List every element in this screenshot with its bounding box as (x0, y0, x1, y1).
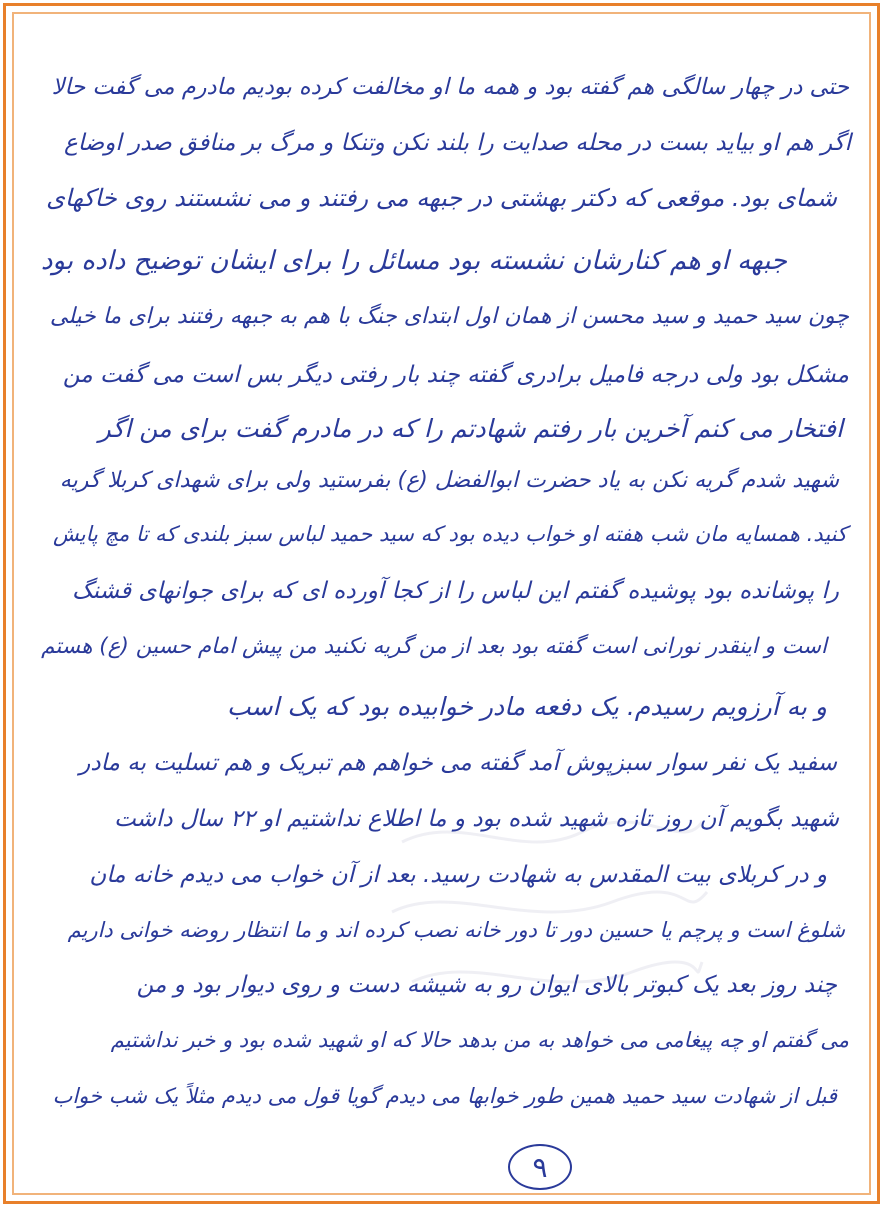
handwritten-page (22, 22, 867, 1192)
text-line-18: می گفتم او چه پیغامی می خواهد به من بدهد حالا که او شهید شده بود و خبر نداشتیم (110, 1028, 849, 1052)
text-line-7: افتخار می کنم آخرین بار رفتم شهادتم را که در مادرم گفت برای من اگر (98, 414, 843, 443)
text-line-14: شهید بگویم آن روز تازه شهید شده بود و ما اطلاع نداشتیم او ۲۲ سال داشت (114, 806, 839, 832)
text-line-6: مشکل بود ولی درجه فامیل برادری گفته چند بار رفتی دیگر بس است می گفت من (62, 362, 849, 388)
text-line-10: را پوشانده بود پوشیده گفتم این لباس را از کجا آورده ای که برای جوانهای قشنگ (72, 578, 839, 604)
text-line-2: اگر هم او بیاید بست در محله صدایت را بلند نکن وتنکا و مرگ بر منافق صدر اوضاع (63, 130, 851, 156)
text-line-17: چند روز بعد یک کبوتر بالای ایوان رو به شیشه دست و روی دیوار بود و من (136, 972, 837, 998)
text-line-5: چون سید حمید و سید محسن از همان اول ابتدای جنگ با هم به جبهه رفتند برای ما خیلی (49, 304, 849, 329)
text-line-1: حتی در چهار سالگی هم گفته بود و همه ما او مخالفت کرده بودیم مادرم می گفت حالا (51, 74, 849, 100)
text-line-13: سفید یک نفر سوار سبزپوش آمد گفته می خواهم هم تبریک و هم تسلیت به مادر (79, 750, 837, 776)
text-line-16: شلوغ است و پرچم یا حسین دور تا دور خانه نصب کرده اند و ما انتظار روضه خوانی داریم (67, 918, 845, 942)
text-line-19: قبل از شهادت سید حمید همین طور خوابها می دیدم گویا قول می دیدم مثلاً یک شب خواب (52, 1084, 837, 1108)
text-line-4: جبهه او هم کنارشان نشسته بود مسائل را برای ایشان توضیح داده بود (40, 246, 787, 276)
text-line-9: کنید. همسایه مان شب هفته او خواب دیده بود که سید حمید لباس سبز بلندی که تا مچ پایش (53, 522, 847, 546)
page-number: ۹ (508, 1144, 572, 1190)
text-line-15: و در کربلای بیت المقدس به شهادت رسید. بعد از آن خواب می دیدم خانه مان (89, 862, 827, 888)
text-line-11: است و اینقدر نورانی است گفته بود بعد از من گریه نکنید من پیش امام حسین (ع) هستم (41, 634, 827, 659)
text-line-8: شهید شدم گریه نکن به یاد حضرت ابوالفضل (ع) بفرستید ولی برای شهدای کربلا گریه (59, 468, 839, 493)
text-line-3: شمای بود. موقعی که دکتر بهشتی در جبهه می رفتند و می نشستند روی خاکهای (46, 184, 837, 212)
text-line-12: و به آرزویم رسیدم. یک دفعه مادر خوابیده بود که یک اسب (227, 692, 827, 721)
